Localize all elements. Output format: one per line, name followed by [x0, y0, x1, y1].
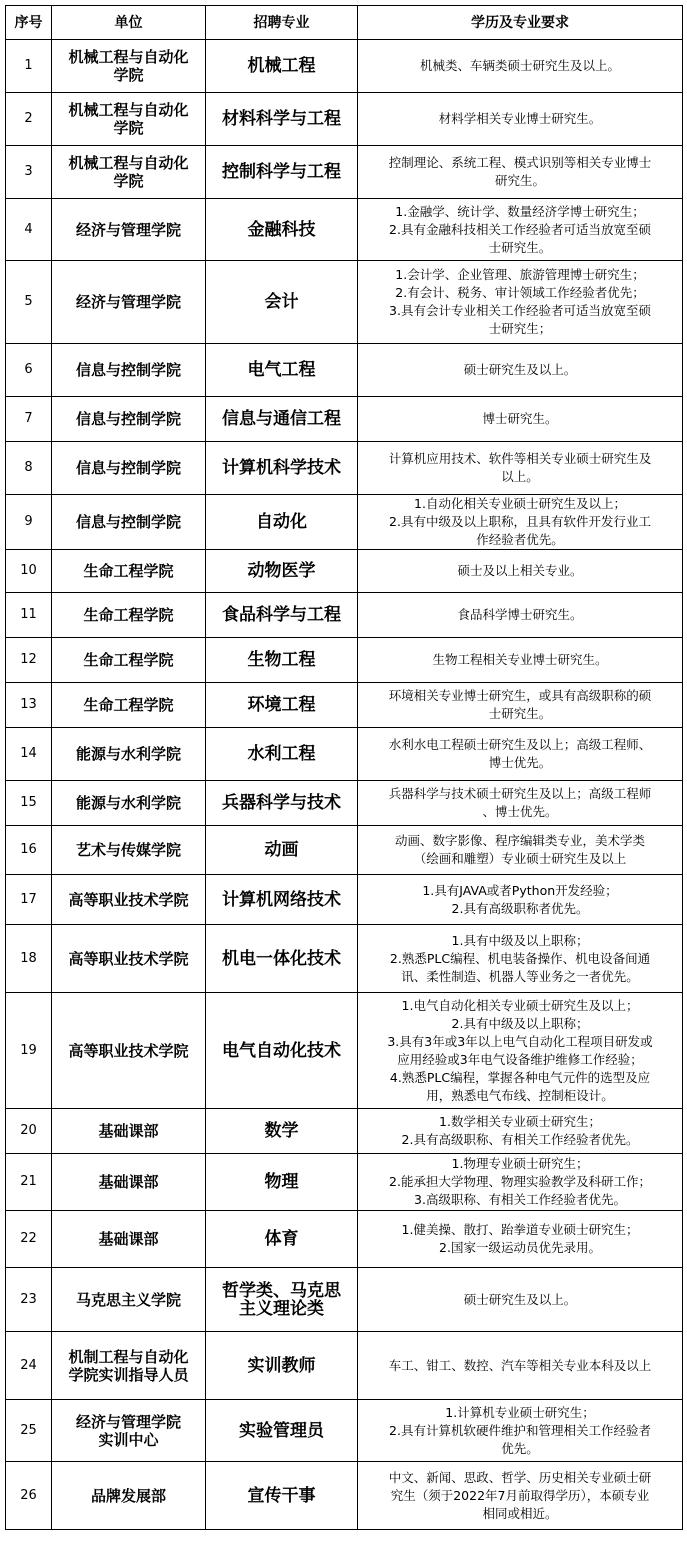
unit-cell: [52, 826, 206, 875]
major-cell-line: 主义理论类: [239, 1298, 324, 1319]
table-row: [6, 1462, 683, 1530]
unit-cell: [52, 683, 206, 728]
requirements-cell-line: 1.物理专业硕士研究生；: [451, 1156, 589, 1171]
major-cell-line: 食品科学与工程: [222, 605, 341, 625]
major-cell: [206, 728, 358, 781]
unit-cell-line: 高等职业技术学院: [68, 890, 189, 909]
major-cell: [206, 683, 358, 728]
unit-cell: [52, 1211, 206, 1268]
unit-cell: [52, 875, 206, 925]
major-cell-line: 水利工程: [247, 744, 316, 764]
requirements-cell: [358, 638, 683, 683]
table-row: [6, 593, 683, 638]
major-cell-line: 数学: [264, 1121, 299, 1141]
recruitment-table: [5, 5, 683, 1530]
table-row: [6, 993, 683, 1109]
requirements-cell: [358, 1268, 683, 1332]
unit-cell-line: 生命工程学院: [83, 651, 174, 669]
unit-cell-line: 学院: [113, 119, 144, 137]
major-cell: [206, 781, 358, 826]
major-cell: [206, 826, 358, 875]
requirements-cell-line: 士研究生。: [488, 239, 552, 255]
unit-cell: [52, 1462, 206, 1530]
table-row: [6, 93, 683, 146]
requirements-cell-line: 动画、数字影像、程序编辑类专业，美术学类: [394, 833, 645, 848]
requirements-cell-line: 优先。: [501, 1440, 539, 1456]
unit-cell: [52, 593, 206, 638]
requirements-cell: [358, 146, 683, 199]
requirements-cell-line: 控制理论、系统工程、模式识别等相关专业博士: [388, 155, 652, 170]
major-cell: [206, 593, 358, 638]
row-number: 18: [6, 925, 52, 993]
unit-cell: [52, 925, 206, 993]
major-cell: [206, 199, 358, 261]
requirements-cell-line: 用，熟悉电气布线、控制柜设计。: [426, 1087, 614, 1103]
unit-cell: [52, 261, 206, 344]
requirements-cell-line: 2.熟悉PLC编程、机电装备操作、机电设备间通: [389, 950, 651, 966]
requirements-cell-line: 水利水电工程硕士研究生及以上；高级工程师、: [388, 737, 652, 752]
major-cell-line: 动画: [264, 840, 299, 860]
requirements-cell-line: 博士优先。: [488, 755, 552, 770]
major-cell: [206, 146, 358, 199]
requirements-cell: [358, 261, 683, 344]
row-number: 19: [6, 993, 52, 1109]
requirements-cell-line: 士研究生。: [488, 706, 552, 721]
major-cell-line: 电气工程: [247, 360, 316, 380]
header-row: [6, 6, 683, 40]
unit-cell-line: 信息与控制学院: [75, 459, 181, 477]
requirements-cell-line: 生物工程相关专业博士研究生。: [432, 652, 608, 667]
requirements-cell-line: 1.会计学、企业管理、旅游管理博士研究生；: [395, 267, 645, 282]
table-body: [6, 40, 683, 1530]
unit-cell: [52, 1154, 206, 1211]
requirements-cell: [358, 781, 683, 826]
major-cell: [206, 1268, 358, 1332]
requirements-cell: [358, 1109, 683, 1154]
requirements-cell-line: 应用经验或3年电气设备维护维修工作经验；: [397, 1051, 643, 1067]
major-cell: [206, 550, 358, 593]
unit-cell-line: 生命工程学院: [83, 696, 174, 714]
major-cell: [206, 261, 358, 344]
table-row: [6, 683, 683, 728]
row-number: 8: [6, 442, 52, 495]
major-cell-line: 电气自动化技术: [222, 1040, 341, 1061]
unit-cell: [52, 993, 206, 1109]
requirements-cell: [358, 728, 683, 781]
requirements-cell-line: 计算机应用技术、软件等相关专业硕士研究生及: [388, 451, 652, 466]
requirements-cell: [358, 1154, 683, 1211]
row-number: 14: [6, 728, 52, 781]
requirements-cell-line: 兵器科学与技术硕士研究生及以上；高级工程师: [388, 786, 652, 801]
header-unit: 单位: [52, 6, 206, 40]
unit-cell-line: 生命工程学院: [83, 562, 174, 580]
major-cell: [206, 925, 358, 993]
requirements-cell-line: 研究生。: [494, 173, 545, 188]
unit-cell: [52, 442, 206, 495]
major-cell: [206, 495, 358, 550]
requirements-cell-line: 3.高级职称、有相关工作经验者优先。: [414, 1192, 626, 1207]
major-cell-line: 宣传干事: [247, 1485, 316, 1506]
requirements-cell-line: 博士研究生。: [482, 411, 558, 426]
table-row: [6, 1154, 683, 1211]
requirements-cell-line: 2.国家一级运动员优先录用。: [439, 1240, 601, 1255]
requirements-cell-line: 作经验者优先。: [476, 532, 564, 547]
major-cell-line: 动物医学: [247, 561, 316, 581]
unit-cell-line: 基础课部: [98, 1230, 159, 1248]
row-number: 7: [6, 397, 52, 442]
table-row: [6, 40, 683, 93]
unit-cell: [52, 781, 206, 826]
table-row: [6, 550, 683, 593]
table-row: [6, 1268, 683, 1332]
major-cell: [206, 93, 358, 146]
requirements-cell: [358, 344, 683, 397]
requirements-cell-line: 硕士研究生及以上。: [463, 1291, 577, 1307]
major-cell-line: 物理: [264, 1172, 299, 1192]
major-cell-line: 会计: [264, 292, 299, 312]
major-cell: [206, 40, 358, 93]
unit-cell: [52, 1400, 206, 1462]
requirements-cell-line: 1.具有中级及以上职称；: [451, 932, 589, 948]
requirements-cell-line: 1.具有JAVA或者Python开发经验；: [422, 882, 618, 898]
unit-cell-line: 经济与管理学院: [75, 1412, 181, 1431]
unit-cell: [52, 40, 206, 93]
requirements-cell-line: 车工、钳工、数控、汽车等相关专业本科及以上: [388, 1357, 652, 1373]
requirements-cell: [358, 993, 683, 1109]
major-cell-line: 自动化: [256, 512, 307, 532]
major-cell: [206, 344, 358, 397]
major-cell-line: 生物工程: [247, 650, 316, 670]
unit-cell-line: 学院实训指导人员: [68, 1365, 189, 1384]
requirements-cell-line: 硕士及以上相关专业。: [457, 563, 583, 578]
requirements-cell-line: 硕士研究生及以上。: [463, 362, 577, 377]
unit-cell-line: 学院: [113, 66, 144, 84]
major-cell: [206, 442, 358, 495]
requirements-cell-line: （绘画和雕塑）专业硕士研究生及以上: [413, 851, 627, 866]
unit-cell: [52, 199, 206, 261]
row-number: 11: [6, 593, 52, 638]
requirements-cell: [358, 495, 683, 550]
major-cell: [206, 875, 358, 925]
table-row: [6, 728, 683, 781]
requirements-cell-line: 1.自动化相关专业硕士研究生及以上；: [414, 496, 626, 511]
major-cell-line: 哲学类、马克思: [222, 1280, 341, 1301]
requirements-cell-line: 2.具有计算机软硬件维护和管理相关工作经验者: [389, 1422, 651, 1438]
unit-cell-line: 机械工程与自动化: [68, 154, 189, 172]
requirements-cell: [358, 683, 683, 728]
unit-cell-line: 品牌发展部: [90, 1486, 166, 1505]
major-cell-line: 机械工程: [247, 56, 316, 76]
requirements-cell-line: 食品科学博士研究生。: [457, 607, 583, 622]
table-row: [6, 1211, 683, 1268]
requirements-cell-line: 2.具有中级及以上职称，且具有软件开发行业工: [389, 514, 651, 529]
unit-cell-line: 马克思主义学院: [75, 1290, 181, 1309]
unit-cell-line: 高等职业技术学院: [68, 1041, 189, 1060]
requirements-cell-line: 讯、柔性制造、机器人等业务之一者优先。: [401, 968, 639, 984]
requirements-cell-line: 以上。: [501, 469, 539, 484]
unit-cell-line: 信息与控制学院: [75, 513, 181, 531]
requirements-cell-line: 2.具有高级职称者优先。: [451, 900, 589, 916]
unit-cell: [52, 93, 206, 146]
row-number: 1: [6, 40, 52, 93]
requirements-cell-line: 1.数学相关专业硕士研究生；: [439, 1114, 601, 1129]
major-cell-line: 机电一体化技术: [222, 948, 341, 969]
unit-cell-line: 生命工程学院: [83, 606, 174, 624]
major-cell-line: 实训教师: [247, 1355, 316, 1376]
header-number: 序号: [6, 6, 52, 40]
requirements-cell-line: 2.有会计、税务、审计领域工作经验者优先；: [395, 285, 645, 300]
row-number: 22: [6, 1211, 52, 1268]
table-row: [6, 495, 683, 550]
requirements-cell-line: 1.电气自动化相关专业硕士研究生及以上；: [401, 997, 639, 1013]
row-number: 10: [6, 550, 52, 593]
unit-cell-line: 艺术与传媒学院: [75, 841, 181, 859]
requirements-cell: [358, 925, 683, 993]
unit-cell: [52, 344, 206, 397]
table-row: [6, 826, 683, 875]
unit-cell-line: 经济与管理学院: [75, 220, 181, 239]
row-number: 20: [6, 1109, 52, 1154]
requirements-cell-line: 中文、新闻、思政、哲学、历史相关专业硕士研: [388, 1469, 652, 1485]
table-row: [6, 925, 683, 993]
requirements-cell: [358, 550, 683, 593]
requirements-cell: [358, 199, 683, 261]
row-number: 26: [6, 1462, 52, 1530]
requirements-cell: [358, 1462, 683, 1530]
table-row: [6, 199, 683, 261]
table-row: [6, 1400, 683, 1462]
unit-cell-line: 经济与管理学院: [75, 293, 181, 311]
major-cell-line: 环境工程: [247, 695, 316, 715]
requirements-cell-line: 3.具有3年或3年以上电气自动化工程项目研发或: [387, 1033, 653, 1049]
table-row: [6, 1332, 683, 1400]
requirements-cell: [358, 593, 683, 638]
unit-cell: [52, 638, 206, 683]
major-cell: [206, 1109, 358, 1154]
unit-cell-line: 基础课部: [98, 1173, 159, 1191]
unit-cell-line: 学院: [113, 172, 144, 190]
row-number: 5: [6, 261, 52, 344]
unit-cell-line: 实训中心: [98, 1430, 159, 1449]
row-number: 4: [6, 199, 52, 261]
unit-cell: [52, 728, 206, 781]
major-cell-line: 信息与通信工程: [222, 409, 341, 429]
requirements-cell-line: 2.具有高级职称、有相关工作经验者优先。: [401, 1132, 639, 1147]
row-number: 9: [6, 495, 52, 550]
unit-cell-line: 高等职业技术学院: [68, 949, 189, 968]
unit-cell-line: 基础课部: [98, 1122, 159, 1140]
requirements-cell-line: 1.计算机专业硕士研究生；: [445, 1404, 595, 1420]
unit-cell-line: 信息与控制学院: [75, 410, 181, 428]
requirements-cell-line: 相同或相近。: [482, 1505, 558, 1521]
major-cell-line: 金融科技: [247, 219, 316, 240]
unit-cell: [52, 1268, 206, 1332]
major-cell: [206, 1400, 358, 1462]
unit-cell-line: 能源与水利学院: [75, 794, 181, 812]
unit-cell-line: 机制工程与自动化: [68, 1347, 189, 1366]
row-number: 12: [6, 638, 52, 683]
row-number: 25: [6, 1400, 52, 1462]
row-number: 3: [6, 146, 52, 199]
unit-cell: [52, 1332, 206, 1400]
row-number: 21: [6, 1154, 52, 1211]
row-number: 23: [6, 1268, 52, 1332]
row-number: 17: [6, 875, 52, 925]
row-number: 13: [6, 683, 52, 728]
table-row: [6, 781, 683, 826]
unit-cell: [52, 550, 206, 593]
table-row: [6, 397, 683, 442]
major-cell: [206, 993, 358, 1109]
major-cell-line: 实验管理员: [239, 1420, 324, 1441]
requirements-cell-line: 1.健美操、散打、跆拳道专业硕士研究生；: [401, 1222, 639, 1237]
requirements-cell-line: 、博士优先。: [482, 804, 558, 819]
major-cell: [206, 397, 358, 442]
major-cell-line: 材料科学与工程: [222, 109, 341, 129]
row-number: 6: [6, 344, 52, 397]
requirements-cell: [358, 40, 683, 93]
requirements-cell-line: 环境相关专业博士研究生，或具有高级职称的硕: [388, 688, 652, 703]
requirements-cell: [358, 875, 683, 925]
table-row: [6, 875, 683, 925]
major-cell: [206, 1462, 358, 1530]
table-row: [6, 261, 683, 344]
row-number: 24: [6, 1332, 52, 1400]
major-cell-line: 计算机网络技术: [222, 889, 341, 910]
row-number: 15: [6, 781, 52, 826]
major-cell-line: 控制科学与工程: [222, 162, 341, 182]
requirements-cell-line: 2.具有金融科技相关工作经验者可适当放宽至硕: [389, 221, 651, 237]
requirements-cell: [358, 1211, 683, 1268]
table-row: [6, 442, 683, 495]
header-major: 招聘专业: [206, 6, 358, 40]
requirements-cell: [358, 826, 683, 875]
requirements-cell-line: 1.金融学、统计学、数量经济学博士研究生；: [395, 203, 645, 219]
major-cell-line: 体育: [264, 1229, 299, 1249]
unit-cell: [52, 397, 206, 442]
requirements-cell: [358, 1400, 683, 1462]
requirements-cell-line: 2.能承担大学物理、物理实验教学及科研工作；: [389, 1174, 651, 1189]
header-requirements: 学历及专业要求: [358, 6, 683, 40]
requirements-cell-line: 3.具有会计专业相关工作经验者可适当放宽至硕: [389, 303, 651, 318]
requirements-cell-line: 士研究生；: [488, 321, 552, 336]
requirements-cell-line: 4.熟悉PLC编程，掌握各种电气元件的选型及应: [389, 1069, 651, 1085]
table-row: [6, 344, 683, 397]
major-cell-line: 计算机科学技术: [222, 458, 341, 478]
row-number: 16: [6, 826, 52, 875]
unit-cell-line: 能源与水利学院: [75, 745, 181, 763]
requirements-cell-line: 材料学相关专业博士研究生。: [438, 111, 602, 126]
requirements-cell: [358, 442, 683, 495]
major-cell: [206, 1154, 358, 1211]
major-cell-line: 兵器科学与技术: [222, 793, 341, 813]
table-row: [6, 146, 683, 199]
table-row: [6, 1109, 683, 1154]
requirements-cell-line: 究生（须于2022年7月前取得学历），本硕专业: [390, 1487, 650, 1503]
unit-cell-line: 信息与控制学院: [75, 361, 181, 379]
unit-cell: [52, 1109, 206, 1154]
requirements-cell: [358, 397, 683, 442]
unit-cell: [52, 146, 206, 199]
major-cell: [206, 1332, 358, 1400]
requirements-cell-line: 机械类、车辆类硕士研究生及以上。: [419, 58, 620, 73]
unit-cell: [52, 495, 206, 550]
unit-cell-line: 机械工程与自动化: [68, 48, 189, 66]
unit-cell-line: 机械工程与自动化: [68, 101, 189, 119]
requirements-cell-line: 2.具有中级及以上职称；: [451, 1015, 589, 1031]
row-number: 2: [6, 93, 52, 146]
requirements-cell: [358, 93, 683, 146]
table-row: [6, 638, 683, 683]
major-cell: [206, 1211, 358, 1268]
requirements-cell: [358, 1332, 683, 1400]
major-cell: [206, 638, 358, 683]
